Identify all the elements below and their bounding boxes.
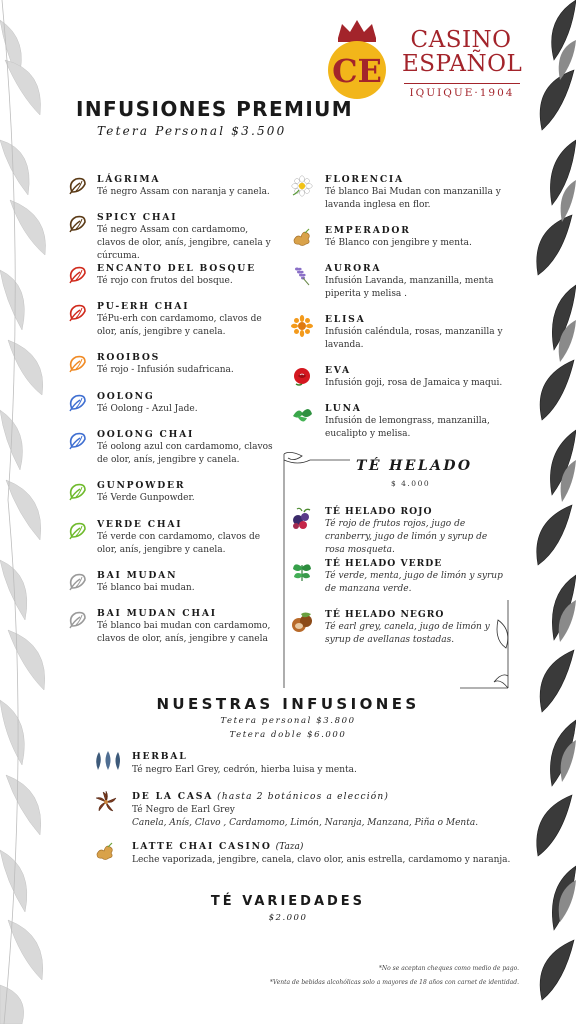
menu-item-name: FLORENCIA	[325, 174, 404, 185]
rose-icon	[291, 366, 313, 388]
menu-item-description: Té Negro de Earl Grey	[132, 805, 235, 815]
menu-item-premium-left-2	[97, 262, 277, 288]
menu-item-description: Té negro Earl Grey, cedrón, hierba luisa y menta.	[132, 765, 357, 775]
brown-tea-leaf-icon	[66, 175, 88, 197]
menu-item-premium-left-5	[97, 390, 277, 416]
menu-item-name: GUNPOWDER	[97, 480, 186, 491]
menu-item-name: LATTE CHAI CASINO	[132, 841, 272, 852]
green-tea-leaf-icon	[66, 481, 88, 503]
menu-item-helado-1	[325, 557, 505, 596]
menu-item-name: ENCANTO DEL BOSQUE	[97, 263, 256, 274]
green-tea-leaf-icon	[66, 520, 88, 542]
menu-item-description: Té negro Assam con cardamomo, clavos de olor, anís, jengibre, canela y cúrcuma.	[97, 225, 271, 261]
casino-espanol-logo	[324, 10, 523, 102]
nuestras-title: NUESTRAS INFUSIONES	[156, 695, 420, 713]
menu-item-name: BAI MUDAN	[97, 570, 178, 581]
menu-item-name: BAI MUDAN CHAI	[97, 608, 217, 619]
menu-item-name: TÉ HELADO ROJO	[325, 506, 433, 517]
menu-item-premium-left-9	[97, 569, 277, 595]
menu-item-helado-0	[325, 505, 505, 557]
menu-item-nuestras-2	[132, 840, 512, 867]
menu-item-name: VERDE CHAI	[97, 519, 183, 530]
grey-tea-leaf-icon	[66, 609, 88, 631]
menu-item-description: TéPu-erh con cardamomo, clavos de olor, anís, jengibre y canela.	[97, 314, 262, 337]
logo-monogram: CE	[332, 52, 382, 90]
menu-item-premium-left-4	[97, 351, 277, 377]
calendula-flower-icon	[291, 315, 313, 337]
menu-item-description: Té oolong azul con cardamomo, clavos de olor, anís, jengibre y canela.	[97, 442, 273, 465]
brown-tea-leaf-icon	[66, 213, 88, 235]
mint-sprig-icon	[290, 559, 312, 581]
left-foliage-border	[0, 0, 60, 1024]
note-alcohol: *Venta de bebidas alcohólicas solo a mayores de 18 años con carnet de identidad.	[269, 979, 519, 986]
nuestras-price-doble: Tetera doble $6.000	[229, 730, 347, 740]
menu-item-description: Té rojo - Infusión sudafricana.	[97, 365, 234, 375]
menu-item-premium-right-1	[325, 224, 505, 250]
nuestras-price-personal: Tetera personal $3.800	[220, 716, 356, 726]
menu-item-name: AURORA	[325, 263, 382, 274]
crown-monogram-icon	[324, 18, 390, 100]
menu-item-name: PU-ERH CHAI	[97, 301, 190, 312]
helado-price: $ 4.000	[391, 479, 431, 488]
menu-item-description: Té rojo de frutos rojos, jugo de cranberry, jugo de limón y syrup de rosa mosqueta.	[325, 519, 488, 555]
red-tea-leaf-icon	[66, 264, 88, 286]
logo-name-line1: CASINO	[410, 27, 512, 53]
menu-item-name: ROOIBOS	[97, 352, 161, 363]
menu-item-name: EVA	[325, 365, 351, 376]
menu-item-premium-right-2	[325, 262, 505, 301]
menu-item-premium-left-1	[97, 211, 277, 263]
logo-name	[402, 27, 523, 77]
logo-city: IQUIQUE·1904	[409, 87, 515, 99]
menu-item-description: Leche vaporizada, jengibre, canela, clavo olor, anis estrella, cardamomo y naranja.	[132, 855, 511, 865]
menu-item-name: TÉ HELADO VERDE	[325, 558, 443, 569]
menu-item-premium-left-3	[97, 300, 277, 339]
menu-item-name: LUNA	[325, 403, 362, 414]
menu-item-description: Té blanco Bai Mudan con manzanilla y lavanda inglesa en flor.	[325, 187, 501, 210]
menu-item-extra: (Taza)	[275, 842, 304, 852]
grey-tea-leaf-icon	[66, 571, 88, 593]
chamomile-icon	[291, 175, 313, 197]
berries-icon	[290, 507, 312, 529]
menu-item-description: Té verde, menta, jugo de limón y syrup de manzana verde.	[325, 571, 503, 594]
menu-item-name: OOLONG	[97, 391, 155, 402]
menu-item-description: Té blanco bai mudan con cardamomo, clavos de olor, anís, jengibre y canela	[97, 621, 271, 644]
menu-item-description: Infusión Lavanda, manzanilla, menta piperita y melisa .	[325, 276, 494, 299]
menu-item-description: Té Verde Gunpowder.	[97, 493, 195, 503]
right-foliage-border	[524, 0, 576, 1024]
menu-item-description: Infusión caléndula, rosas, manzanilla y lavanda.	[325, 327, 503, 350]
red-tea-leaf-icon	[66, 302, 88, 324]
menu-item-description: Té Blanco con jengibre y menta.	[325, 238, 472, 248]
menu-item-description: Té negro Assam con naranja y canela.	[97, 187, 270, 197]
note-cheques: *No se aceptan cheques como medio de pago.	[378, 965, 519, 972]
logo-name-line2: ESPAÑOL	[402, 51, 523, 77]
menu-item-extra: (hasta 2 botánicos a elección)	[217, 792, 390, 802]
menu-item-name: TÉ HELADO NEGRO	[325, 609, 445, 620]
menu-item-premium-right-0	[325, 173, 505, 212]
logo-divider	[404, 83, 520, 84]
blue-leaves-icon	[94, 750, 116, 772]
menu-item-name: OOLONG CHAI	[97, 429, 195, 440]
menu-item-name: HERBAL	[132, 751, 188, 762]
ginger-root-icon	[291, 226, 313, 248]
menu-item-premium-left-10	[97, 607, 277, 646]
menu-item-name: ELISA	[325, 314, 366, 325]
menu-item-helado-2	[325, 608, 505, 647]
premium-subtitle: Tetera Personal $3.500	[97, 124, 287, 138]
menu-item-premium-right-4	[325, 364, 505, 390]
menu-item-description: Infusión de lemongrass, manzanilla, eucalipto y melisa.	[325, 416, 490, 439]
ginger-root-icon	[94, 840, 116, 862]
mint-leaves-icon	[291, 404, 313, 426]
menu-item-name: LÁGRIMA	[97, 174, 161, 185]
menu-item-options: Canela, Anís, Clavo , Cardamomo, Limón, Naranja, Manzana, Piña o Menta.	[132, 818, 479, 828]
lavender-icon	[291, 264, 313, 286]
menu-item-description: Té Oolong - Azul Jade.	[97, 404, 198, 414]
menu-item-premium-left-7	[97, 479, 277, 505]
menu-item-description: Té blanco bai mudan.	[97, 583, 195, 593]
menu-item-name: SPICY CHAI	[97, 212, 178, 223]
star-anise-icon	[94, 790, 116, 812]
premium-title: INFUSIONES PREMIUM	[76, 97, 354, 121]
variedades-title: TÉ VARIEDADES	[210, 894, 366, 909]
hazelnut-icon	[290, 610, 312, 632]
menu-item-premium-left-0	[97, 173, 277, 199]
helado-title: TÉ HELADO	[356, 458, 473, 474]
menu-item-premium-left-6	[97, 428, 277, 467]
menu-item-description: Infusión goji, rosa de Jamaica y maqui.	[325, 378, 503, 388]
menu-item-name: DE LA CASA	[132, 791, 214, 802]
menu-item-description: Té verde con cardamomo, clavos de olor, anís, jengibre y canela.	[97, 532, 261, 555]
menu-item-description: Té earl grey, canela, jugo de limón y syrup de avellanas tostadas.	[325, 622, 490, 645]
menu-item-premium-right-5	[325, 402, 505, 441]
orange-tea-leaf-icon	[66, 353, 88, 375]
blue-tea-leaf-icon	[66, 430, 88, 452]
menu-item-name: EMPERADOR	[325, 225, 411, 236]
menu-item-nuestras-0	[132, 750, 512, 777]
variedades-price: $2.000	[268, 913, 308, 923]
menu-item-premium-right-3	[325, 313, 505, 352]
menu-item-nuestras-1	[132, 790, 512, 830]
menu-item-description: Té rojo con frutos del bosque.	[97, 276, 233, 286]
menu-item-premium-left-8	[97, 518, 277, 557]
blue-tea-leaf-icon	[66, 392, 88, 414]
